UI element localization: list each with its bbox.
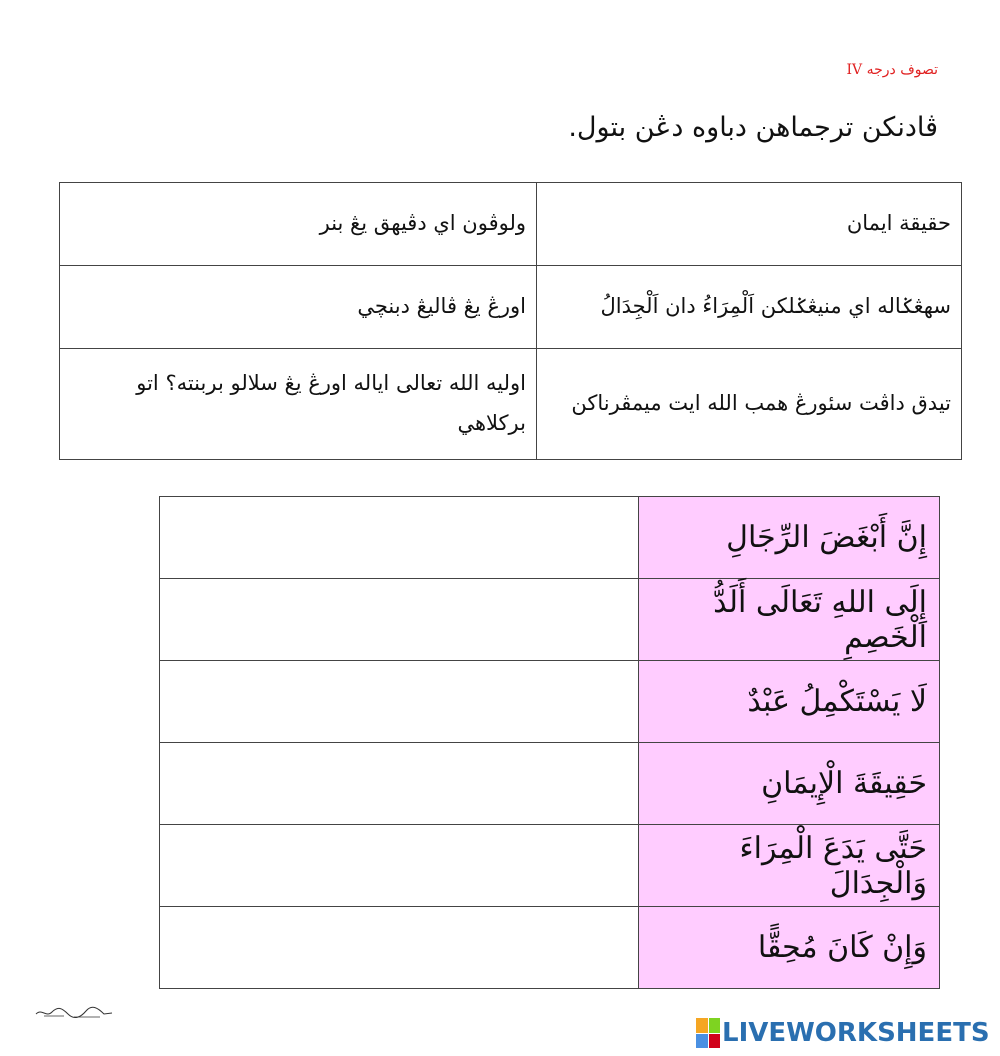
reference-cell: حقيقة ايمان — [537, 183, 962, 266]
table-row — [160, 497, 940, 579]
reference-cell: سهڠݢاله اي منيڠݢلکن اَلْمِرَاءُ دان اَلْجِدَالُ — [537, 266, 962, 349]
answer-cell — [160, 743, 639, 825]
hadith-answer-table — [159, 496, 940, 989]
answer-input-3[interactable] — [168, 671, 626, 733]
answer-input-6[interactable] — [168, 917, 626, 979]
answer-cell — [160, 497, 639, 579]
liveworksheets-logo-icon — [696, 1018, 720, 1048]
brand-name: LIVEWORKSHEETS — [722, 1018, 990, 1048]
hadith-phrase: حَتَّى يَدَعَ الْمِرَاءَ وَالْجِدَالَ — [639, 825, 940, 907]
reference-cell: ولوڤون اي دڤيهق يڠ بنر — [60, 183, 537, 266]
answer-input-1[interactable] — [168, 507, 626, 569]
hadith-phrase: لَا يَسْتَكْمِلُ عَبْدٌ — [639, 661, 940, 743]
instruction-text: ڤادنکن ترجماهن دباوه دڠن بتول. — [568, 112, 938, 143]
answer-input-5[interactable] — [168, 835, 626, 897]
table-row — [160, 579, 940, 661]
answer-cell — [160, 825, 639, 907]
liveworksheets-brand[interactable] — [696, 1018, 990, 1048]
answer-cell — [160, 579, 639, 661]
hadith-phrase: إِنَّ أَبْغَضَ الرِّجَالِ — [639, 497, 940, 579]
answer-cell — [160, 907, 639, 989]
reference-cell: تيدق داڤت سئورڠ همب الله ايت ميمڤرناکن — [537, 349, 962, 460]
answer-cell — [160, 661, 639, 743]
table-row — [60, 266, 962, 349]
answer-input-2[interactable] — [168, 589, 626, 651]
author-signature — [34, 1004, 114, 1020]
table-row — [160, 661, 940, 743]
hadith-phrase: حَقِيقَةَ الْإِيمَانِ — [639, 743, 940, 825]
reference-table — [59, 182, 962, 460]
table-row — [160, 743, 940, 825]
answer-input-4[interactable] — [168, 753, 626, 815]
table-row — [60, 349, 962, 460]
reference-cell: اوليه الله تعالى اياله اورڠ يڠ سلالو بربنته؟ اتو برکلاهي — [60, 349, 537, 460]
reference-cell: اورڠ يڠ ڤاليڠ دبنچي — [60, 266, 537, 349]
hadith-phrase: وَإِنْ كَانَ مُحِقًّا — [639, 907, 940, 989]
hadith-phrase: إِلَى اللهِ تَعَالَى أَلَدُّ الْخَصِمِ — [639, 579, 940, 661]
worksheet-header-label: تصوف درجه IV — [846, 62, 938, 78]
table-row — [160, 825, 940, 907]
table-row — [60, 183, 962, 266]
table-row — [160, 907, 940, 989]
